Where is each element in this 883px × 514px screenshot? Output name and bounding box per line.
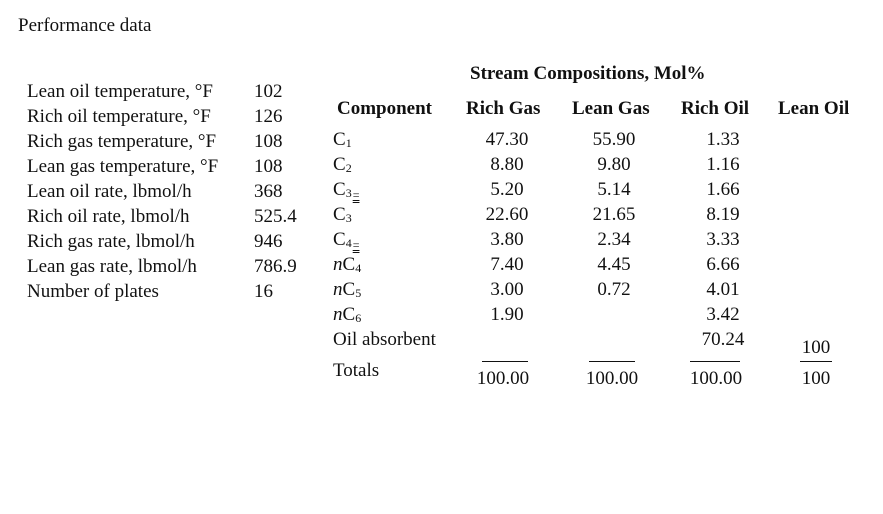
rich-gas-cell: 22.60 <box>485 204 529 225</box>
performance-value: 525.4 <box>254 206 297 227</box>
header-lean-oil: Lean Oil <box>778 98 850 119</box>
lean-gas-cell: 5.14 <box>597 179 631 200</box>
rich-gas-cell: 5.20 <box>490 179 524 200</box>
component-base: C <box>342 304 356 325</box>
compositions-title: Stream Compositions, Mol% <box>470 63 706 84</box>
performance-label: Lean gas temperature, °F <box>27 156 219 177</box>
component-name <box>333 202 436 227</box>
performance-label: Rich gas rate, lbmol/h <box>27 231 195 252</box>
rich-gas-cell: 47.30 <box>485 129 529 150</box>
component-name <box>333 277 436 302</box>
component-sub: 2 <box>345 161 352 175</box>
component-sub: 4 <box>355 261 362 275</box>
rule-rich-oil <box>690 361 740 362</box>
component-name <box>333 127 436 152</box>
component-sub: 1 <box>345 136 352 150</box>
lean-gas-cell: 55.90 <box>592 129 636 150</box>
header-rich-gas: Rich Gas <box>466 98 541 119</box>
component-base: C <box>342 279 356 300</box>
performance-label: Rich oil rate, lbmol/h <box>27 206 190 227</box>
lean-gas-cell: 2.34 <box>597 229 631 250</box>
rich-oil-cell: 1.33 <box>706 129 740 150</box>
performance-value: 368 <box>254 181 283 202</box>
rich-oil-cell: 8.19 <box>706 204 740 225</box>
lean-gas-column <box>579 127 649 302</box>
rich-oil-cell: 1.66 <box>706 179 740 200</box>
lean-gas-cell: 4.45 <box>597 254 631 275</box>
component-name <box>333 227 436 252</box>
component-base: C <box>333 129 346 150</box>
rich-oil-cell: 1.16 <box>706 154 740 175</box>
component-sub: 3 <box>345 211 352 225</box>
component-sub: 3 <box>345 186 352 200</box>
component-column <box>333 127 436 383</box>
performance-value: 108 <box>254 156 283 177</box>
component-name <box>333 252 436 277</box>
component-sub: 6 <box>355 311 362 325</box>
performance-value: 946 <box>254 231 283 252</box>
performance-label: Lean oil rate, lbmol/h <box>27 181 192 202</box>
performance-value: 786.9 <box>254 256 297 277</box>
component-name <box>333 177 436 202</box>
component-base: C <box>342 254 356 275</box>
lean-gas-cell: 9.80 <box>597 154 631 175</box>
component-base: C <box>333 154 346 175</box>
total-lean-oil: 100 <box>801 368 831 389</box>
rich-oil-cell: 3.42 <box>706 304 740 325</box>
header-rich-oil: Rich Oil <box>681 98 750 119</box>
component-base: C <box>333 179 346 200</box>
rule-lean-gas <box>589 361 635 362</box>
performance-value: 126 <box>254 106 283 127</box>
component-dbl: = <box>352 188 360 202</box>
lean-gas-cell: 0.72 <box>597 279 631 300</box>
performance-value: 16 <box>254 281 273 302</box>
component-prefix: n <box>333 254 343 275</box>
lean-oil-absorbent-value: 100 <box>801 337 831 358</box>
component-oil-absorbent: Oil absorbent <box>333 329 436 350</box>
performance-value: 108 <box>254 131 283 152</box>
rich-gas-cell: 7.40 <box>490 254 524 275</box>
page-heading: Performance data <box>18 15 152 36</box>
component-name <box>333 152 436 177</box>
component-base: C <box>333 229 346 250</box>
performance-label: Rich gas temperature, °F <box>27 131 217 152</box>
rich-gas-cell: 8.80 <box>490 154 524 175</box>
rich-oil-cell: 4.01 <box>706 279 740 300</box>
component-sub: 5 <box>355 286 362 300</box>
component-sub: 4 <box>345 236 352 250</box>
rich-gas-cell: 3.00 <box>490 279 524 300</box>
header-lean-gas: Lean Gas <box>572 98 650 119</box>
total-rich-oil: 100.00 <box>689 368 743 389</box>
component-dbl: = <box>352 238 360 252</box>
total-lean-gas: 100.00 <box>585 368 639 389</box>
rich-gas-cell: 1.90 <box>490 304 524 325</box>
performance-value: 102 <box>254 81 283 102</box>
performance-label: Rich oil temperature, °F <box>27 106 211 127</box>
total-rich-gas: 100.00 <box>476 368 530 389</box>
component-prefix: n <box>333 279 343 300</box>
performance-label: Number of plates <box>27 281 159 302</box>
rich-oil-cell: 3.33 <box>706 229 740 250</box>
rich-gas-cell: 3.80 <box>490 229 524 250</box>
rule-lean-oil <box>800 361 832 362</box>
rich-gas-column <box>472 127 542 327</box>
performance-label: Lean gas rate, lbmol/h <box>27 256 197 277</box>
component-prefix: n <box>333 304 343 325</box>
component-name <box>333 302 436 327</box>
totals-label: Totals <box>333 360 380 381</box>
header-component: Component <box>337 98 433 119</box>
performance-label: Lean oil temperature, °F <box>27 81 213 102</box>
lean-gas-cell: 21.65 <box>592 204 636 225</box>
rich-oil-cell: 6.66 <box>706 254 740 275</box>
rich-oil-cell: 70.24 <box>701 329 745 350</box>
rich-oil-column <box>688 127 758 352</box>
component-base: C <box>333 204 346 225</box>
rule-rich-gas <box>482 361 528 362</box>
